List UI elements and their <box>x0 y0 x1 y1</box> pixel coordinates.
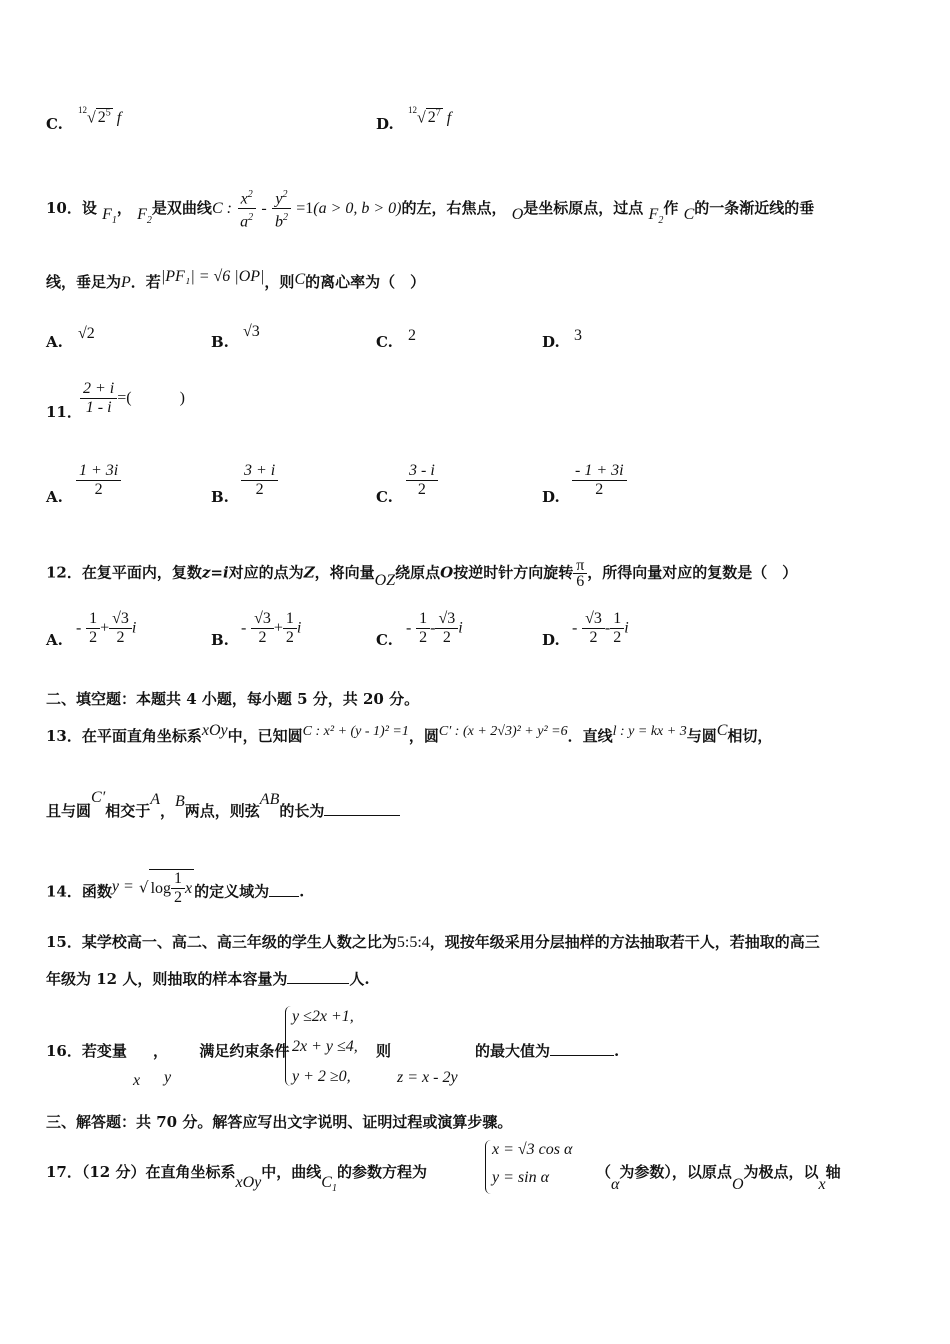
section-heading-solutions: 三、解答题：共 70 分。解答应写出文字说明、证明过程或演算步骤。 <box>46 1113 513 1131</box>
q11-option-b: B. <box>211 488 229 506</box>
q11-option-c: C. <box>376 488 393 506</box>
q9-option-c <box>46 114 63 134</box>
q12-option-a-value: - $\frac{1}{2}$ + $\frac{√3}{2}$ i <box>76 610 137 646</box>
q17-tail: （α为参数），以原点O为极点，以x轴 <box>596 1163 841 1193</box>
q13-line1: 13．在平面直角坐标系xOy中，已知圆C : x² + (y - 1)² =1，圆C′ : (x + 2√3)² + y² =6．直线l : y = kx + 3与圆C相切， <box>46 722 773 745</box>
q11-expr: $\frac{2 + i}{1 - i}$ =( ) <box>80 380 185 417</box>
q10-option-a: A. <box>46 333 63 351</box>
q13-line2: 且与圆C′相交于A，B两点，则弦AB的长为 <box>46 801 400 822</box>
answer-blank <box>550 1041 614 1056</box>
q11-option-a-value: $\frac{1 + 3i}{2}$ <box>76 462 121 499</box>
option-label: C. <box>46 115 63 133</box>
q11-stem: 11． <box>46 403 82 421</box>
q10-option-a-value: √2 <box>78 325 95 342</box>
q16-stem: 16．若变量 ， 满足约束条件 <box>46 1042 290 1060</box>
section-heading-fill-in: 二、填空题：本题共 4 小题，每小题 5 分，共 20 分。 <box>46 690 420 708</box>
q11-option-d: D. <box>542 488 560 506</box>
q12-option-c: C. <box>376 631 393 649</box>
q12-option-d: D. <box>542 631 560 649</box>
answer-blank <box>287 969 349 984</box>
q12-option-b: B. <box>211 631 229 649</box>
q15-line1: 15．某学校高一、高二、高三年级的学生人数之比为5:5:4，现按年级采用分层抽样的方法抽取若干人，若抽取的高三 <box>46 933 820 951</box>
q16-then: 则 <box>376 1042 392 1060</box>
q12-option-a: A. <box>46 631 63 649</box>
q17-stem: 17．（12 分）在直角坐标系xOy中，曲线$C_1$的参数方程为 <box>46 1163 427 1195</box>
q12-stem: 12．在复平面内，复数z=i对应的点为Z，将向量OZ绕原点O按逆时针方向旋转 $\frac{\pi}{6}$ ，所得向量对应的复数是（ ） <box>46 557 798 590</box>
q16-var-x: x <box>133 1072 141 1089</box>
q17-brace <box>485 1140 492 1194</box>
q11-option-c-value: $\frac{3 - i}{2}$ <box>406 462 438 499</box>
q11-option-a: A. <box>46 488 63 506</box>
q16-objective: z = x - 2y <box>397 1069 458 1086</box>
q9-option-d-expr: $^{12}$√ $2^7$ f <box>408 105 452 127</box>
q12-option-d-value: - $\frac{√3}{2}$ - $\frac{1}{2}$ i <box>572 610 629 646</box>
q14: 14．函数y = √ log $\frac{1}{2}$ x 的定义域为 . <box>46 870 305 906</box>
q9-option-c-expr: $^{12}$√ $2^5$ f <box>78 105 122 127</box>
q10-option-d: D. <box>542 333 560 351</box>
q12-option-c-value: - $\frac{1}{2}$ - $\frac{√3}{2}$ i <box>406 610 463 646</box>
q10-line2: 线，垂足为P．若|PF₁| = √6 |OP|，则C的离心率为（ ） <box>46 268 426 291</box>
q11-option-b-value: $\frac{3 + i}{2}$ <box>241 462 278 499</box>
q16-var-y: y <box>164 1069 172 1086</box>
q10-option-b-value: √3 <box>243 323 260 340</box>
q10-line1: 10．设 $F_1$， $F_2$是双曲线C : $\frac{x^2}{a^2}$ - $\frac{y^2}{b^2}$ =1(a > 0, b > 0)的左，右焦点， O是坐标原点，过点 $F_2$作 C的一条渐近线的垂 <box>46 186 814 232</box>
q11-option-d-value: $\frac{- 1 + 3i}{2}$ <box>572 462 627 499</box>
q16-brace <box>285 1006 292 1086</box>
answer-blank <box>324 801 400 816</box>
q10-option-c-value: 2 <box>408 327 416 344</box>
q16-tail: 的最大值为 . <box>475 1042 620 1060</box>
q15-line2: 年级为 12 人，则抽取的样本容量为 人. <box>46 970 370 988</box>
q10-option-c: C. <box>376 333 393 351</box>
q10-option-d-value: 3 <box>574 327 582 344</box>
q9-option-d: D. <box>376 115 394 133</box>
q12-option-b-value: - $\frac{√3}{2}$ + $\frac{1}{2}$ i <box>241 610 302 646</box>
q16-system: y ≤2x +1, 2x + y ≤4, y + 2 ≥0, <box>292 1008 358 1085</box>
answer-blank <box>269 882 299 897</box>
q17-system: x = √3 cos α y = sin α <box>492 1141 573 1186</box>
q10-option-b: B. <box>211 333 229 351</box>
